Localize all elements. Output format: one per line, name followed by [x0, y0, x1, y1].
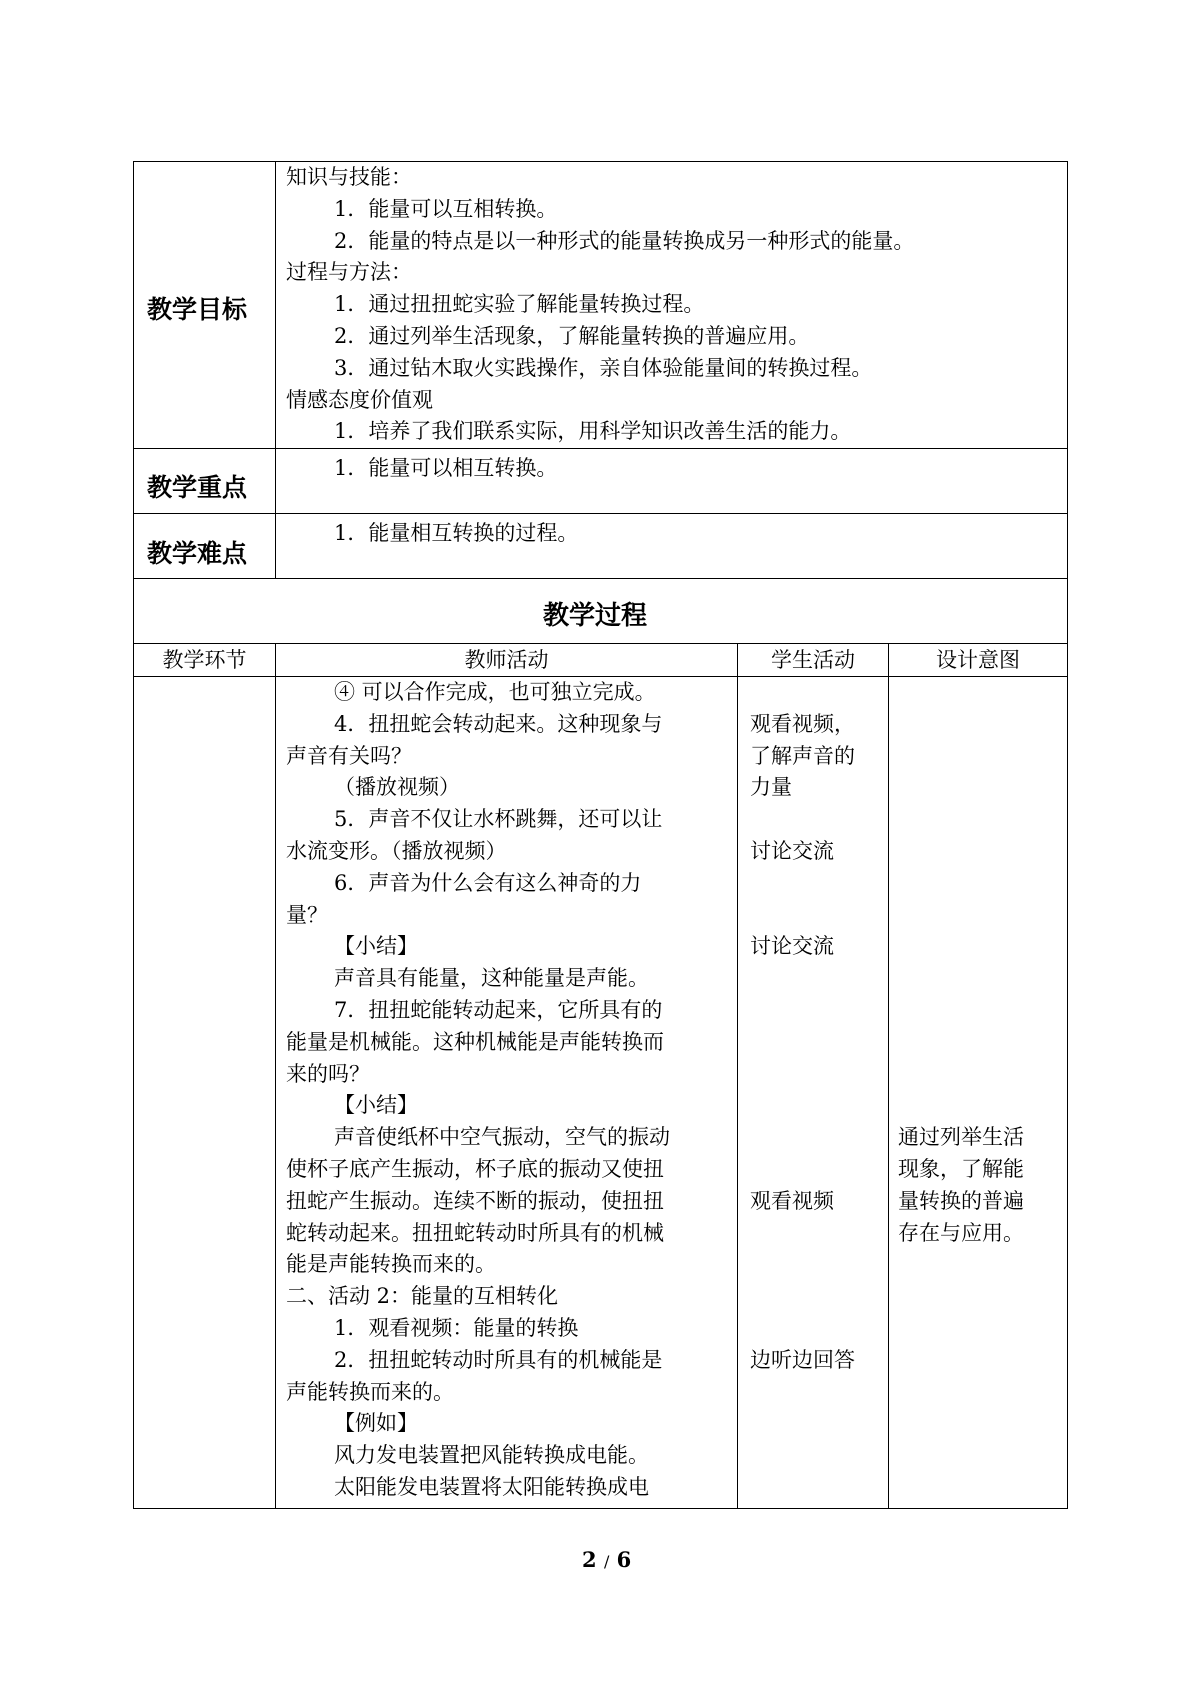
column-header-student: 学生活动 — [771, 648, 855, 672]
text-line: 边听边回答 — [750, 1347, 855, 1372]
column-header-teacher: 教师活动 — [464, 648, 549, 672]
text-line: 使杯子底产生振动，杯子底的振动又使扭 — [286, 1156, 664, 1181]
column-header-stage: 教学环节 — [162, 648, 247, 672]
key-points-label: 教学重点 — [147, 473, 248, 502]
text-line: ④ 可以合作完成，也可独立完成。 — [334, 680, 656, 704]
text-line: 讨论交流 — [750, 839, 834, 863]
text-line: 【小结】 — [334, 1093, 418, 1118]
text-line: 通过列举生活 — [898, 1125, 1024, 1150]
student-activity — [750, 931, 834, 963]
text-line: 能是声能转换而来的。 — [286, 1252, 496, 1277]
text-line: 1．观看视频：能量的转换 — [334, 1315, 579, 1340]
text-line: 4．扭扭蛇会转动起来。这种现象与 — [334, 711, 663, 736]
page-separator: / — [603, 1552, 610, 1571]
text-line: （播放视频） — [334, 775, 460, 800]
text-line: 声音具有能量，这种能量是声能。 — [334, 966, 649, 991]
text-line: 了解声音的 — [750, 743, 855, 768]
text-line: 6．声音为什么会有这么神奇的力 — [334, 870, 642, 895]
row-divider — [133, 578, 1068, 579]
objectives-label: 教学目标 — [147, 295, 248, 324]
text-line: 能量是机械能。这种机械能是声能转换而 — [286, 1029, 664, 1054]
column-divider — [888, 643, 889, 1509]
page-current: 2 — [582, 1547, 597, 1572]
process-title: 教学过程 — [543, 601, 648, 631]
text-line: 1．培养了我们联系实际，用科学知识改善生活的能力。 — [334, 419, 852, 444]
text-line: 【小结】 — [334, 934, 418, 959]
teacher-activity-content — [286, 677, 670, 1504]
page-total: 6 — [616, 1547, 632, 1572]
text-line: 声音使纸杯中空气振动，空气的振动 — [334, 1125, 670, 1150]
text-line: 1．能量可以互相转换。 — [334, 196, 558, 221]
text-line: 力量 — [750, 775, 792, 800]
text-line: 水流变形。（播放视频） — [286, 838, 507, 863]
text-line: 1．通过扭扭蛇实验了解能量转换过程。 — [334, 292, 705, 317]
page-number — [582, 1547, 631, 1572]
student-activity — [750, 836, 834, 868]
text-line: 2．能量的特点是以一种形式的能量转换成另一种形式的能量。 — [334, 228, 915, 253]
text-line: 观看视频 — [750, 1188, 834, 1213]
student-activity — [750, 1345, 855, 1377]
text-line: 蛇转动起来。扭扭蛇转动时所具有的机械 — [286, 1220, 664, 1245]
text-line: 风力发电装置把风能转换成电能。 — [334, 1443, 649, 1468]
student-activity — [750, 1186, 834, 1218]
text-line: 5．声音不仅让水杯跳舞，还可以让 — [334, 807, 663, 832]
text-line: 扭蛇产生振动。连续不断的振动，使扭扭 — [286, 1188, 664, 1213]
text-line: 讨论交流 — [750, 934, 834, 959]
text-line: 声能转换而来的。 — [286, 1379, 454, 1404]
text-line: 二、活动 2：能量的互相转化 — [286, 1284, 559, 1309]
text-line: 来的吗？ — [286, 1061, 370, 1086]
table-border-right — [1067, 161, 1068, 1509]
text-line: 量？ — [286, 902, 328, 927]
table-border-left — [133, 161, 134, 1509]
text-line: 情感态度价值观 — [286, 387, 433, 412]
column-divider — [275, 643, 276, 1509]
text-line: 【例如】 — [334, 1411, 418, 1436]
student-activity — [750, 709, 855, 804]
difficult-points-text: 1．能量相互转换的过程。 — [334, 521, 579, 545]
text-line: 知识与技能： — [286, 165, 412, 189]
text-line: 过程与方法： — [286, 260, 412, 285]
text-line: 现象，了解能 — [898, 1156, 1024, 1181]
label-column-divider — [275, 161, 276, 578]
design-intent-content — [898, 1122, 1024, 1249]
text-line: 量转换的普遍 — [898, 1188, 1024, 1213]
row-divider — [133, 513, 1068, 514]
text-line: 太阳能发电装置将太阳能转换成电 — [334, 1474, 649, 1499]
objectives-content — [286, 162, 914, 448]
text-line: 观看视频， — [750, 711, 855, 736]
difficult-points-label: 教学难点 — [147, 539, 248, 568]
text-line: 3．通过钻木取火实践操作，亲自体验能量间的转换过程。 — [334, 355, 873, 380]
text-line: 2．扭扭蛇转动时所具有的机械能是 — [334, 1347, 663, 1372]
text-line: 7．扭扭蛇能转动起来，它所具有的 — [334, 997, 663, 1022]
text-line: 声音有关吗？ — [286, 743, 412, 768]
key-points-text: 1．能量可以相互转换。 — [334, 456, 558, 480]
text-line: 存在与应用。 — [898, 1220, 1024, 1245]
text-line: 2．通过列举生活现象，了解能量转换的普遍应用。 — [334, 323, 810, 348]
column-header-intent: 设计意图 — [936, 648, 1020, 672]
column-divider — [737, 643, 738, 1509]
table-border-bottom — [133, 1508, 1068, 1509]
